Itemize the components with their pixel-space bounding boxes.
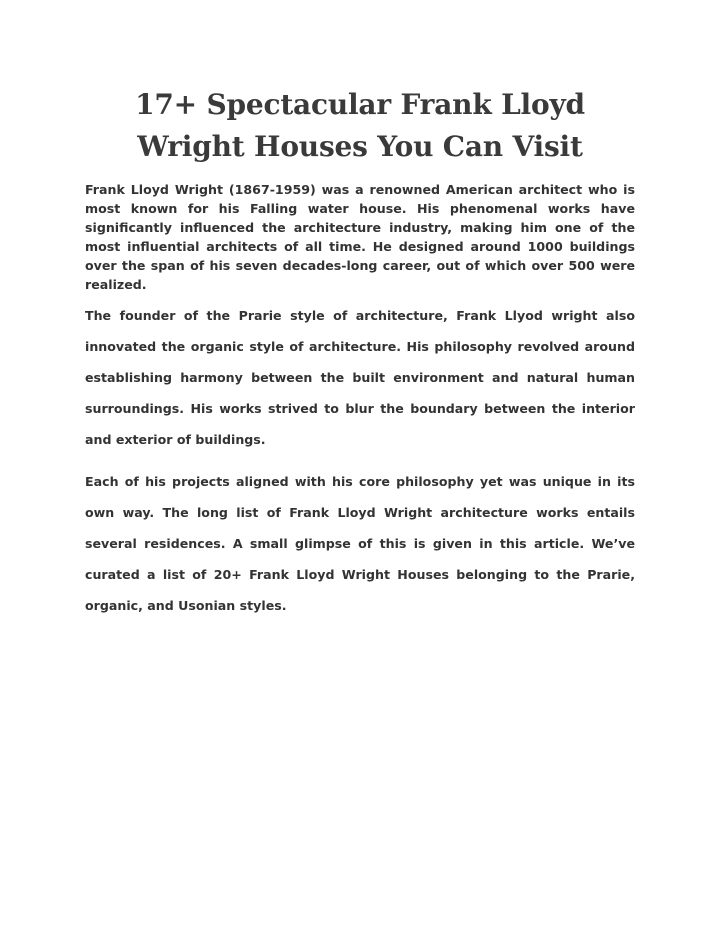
paragraph-intro: Frank Lloyd Wright (1867-1959) was a renowned American architect who is most known for his Falling water house. His phenomenal works have significantly influenced the architecture industry, making him one of the most influential architects of all time. He designed around 1000 buildings over the span of his seven decades-long career, out of which over 500 were realized. — [85, 182, 635, 292]
paragraph-projects: Each of his projects aligned with his core philosophy yet was unique in its own way. The long list of Frank Lloyd Wright architecture works entails several residences. A small glimpse of this is given in this article. We’ve curated a list of 20+ Frank Lloyd Wright Houses belonging to the Prarie, organic, and Usonian styles. — [85, 474, 635, 613]
paragraph-prairie-style: The founder of the Prarie style of architecture, Frank Llyod wright also innovated the organic style of architecture. His philosophy revolved around establishing harmony between the built environment and natural human surroundings. His works strived to blur the boundary between the interior and exterior of buildings. — [85, 308, 635, 447]
document-title: 17+ Spectacular Frank Lloyd Wright Houses You Can Visit — [135, 88, 585, 163]
